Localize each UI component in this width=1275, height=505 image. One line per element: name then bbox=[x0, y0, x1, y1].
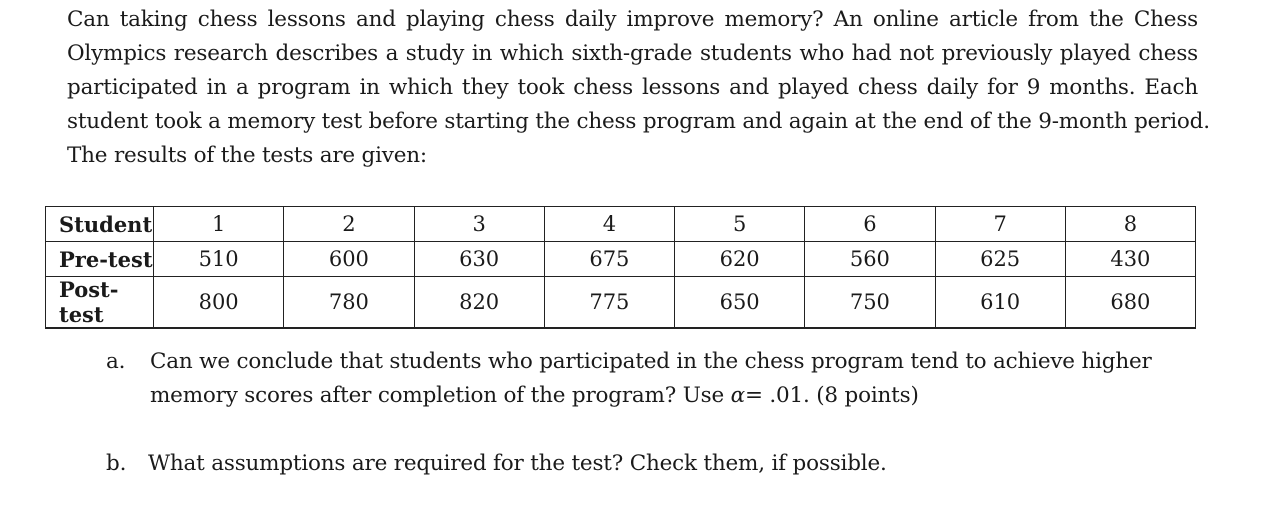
table-row-pre-test bbox=[46, 242, 1196, 277]
table-cell: 5 bbox=[675, 207, 805, 242]
scores-table bbox=[45, 206, 1196, 329]
table-cell: 820 bbox=[414, 277, 544, 329]
table-row-post-test bbox=[46, 277, 1196, 329]
table-cell: 610 bbox=[935, 277, 1065, 329]
question-a-line-2-end: = .01. (8 points) bbox=[744, 383, 919, 408]
intro-line-1: Can taking chess lessons and playing chess daily improve memory? An online article from the Chess bbox=[67, 7, 1198, 32]
intro-line-4: student took a memory test before starting the chess program and again at the end of the 9-month period. bbox=[67, 109, 1210, 134]
table-cell: 750 bbox=[805, 277, 935, 329]
intro-line-5: The results of the tests are given: bbox=[67, 143, 427, 168]
alpha-symbol: α bbox=[730, 383, 745, 408]
table-cell: 775 bbox=[544, 277, 674, 329]
table-cell: 620 bbox=[675, 242, 805, 277]
table-cell: 650 bbox=[675, 277, 805, 329]
table-cell: 630 bbox=[414, 242, 544, 277]
table-cell: 6 bbox=[805, 207, 935, 242]
table-cell: 2 bbox=[284, 207, 414, 242]
intro-line-2: Olympics research describes a study in which sixth-grade students who had not previously played chess bbox=[67, 41, 1198, 66]
question-a-line-1: Can we conclude that students who participated in the chess program tend to achieve higher bbox=[150, 349, 1152, 374]
table-cell: 430 bbox=[1065, 242, 1195, 277]
table-cell: 800 bbox=[154, 277, 284, 329]
question-a-label: a. bbox=[106, 349, 126, 374]
row-label-student: Student bbox=[46, 207, 154, 242]
question-a-line-2-start: memory scores after completion of the program? Use bbox=[150, 383, 731, 408]
table-cell: 1 bbox=[154, 207, 284, 242]
table-cell: 8 bbox=[1065, 207, 1195, 242]
table-cell: 780 bbox=[284, 277, 414, 329]
table-cell: 7 bbox=[935, 207, 1065, 242]
question-b-label: b. bbox=[106, 451, 127, 476]
problem-intro bbox=[67, 3, 1210, 173]
question-b-text: What assumptions are required for the test? Check them, if possible. bbox=[148, 451, 887, 476]
intro-line-3: participated in a program in which they took chess lessons and played chess daily for 9 months. Each bbox=[67, 75, 1198, 100]
row-label-pre-test: Pre-test bbox=[46, 242, 154, 277]
table-cell: 560 bbox=[805, 242, 935, 277]
question-a-text bbox=[150, 345, 1150, 413]
table-cell: 625 bbox=[935, 242, 1065, 277]
question-a-line-2 bbox=[150, 379, 1150, 413]
table-cell: 510 bbox=[154, 242, 284, 277]
table-cell: 680 bbox=[1065, 277, 1195, 329]
table-cell: 3 bbox=[414, 207, 544, 242]
row-label-post-test: Post-test bbox=[46, 277, 154, 329]
table-row-student bbox=[46, 207, 1196, 242]
table-cell: 600 bbox=[284, 242, 414, 277]
table-cell: 4 bbox=[544, 207, 674, 242]
table-cell: 675 bbox=[544, 242, 674, 277]
